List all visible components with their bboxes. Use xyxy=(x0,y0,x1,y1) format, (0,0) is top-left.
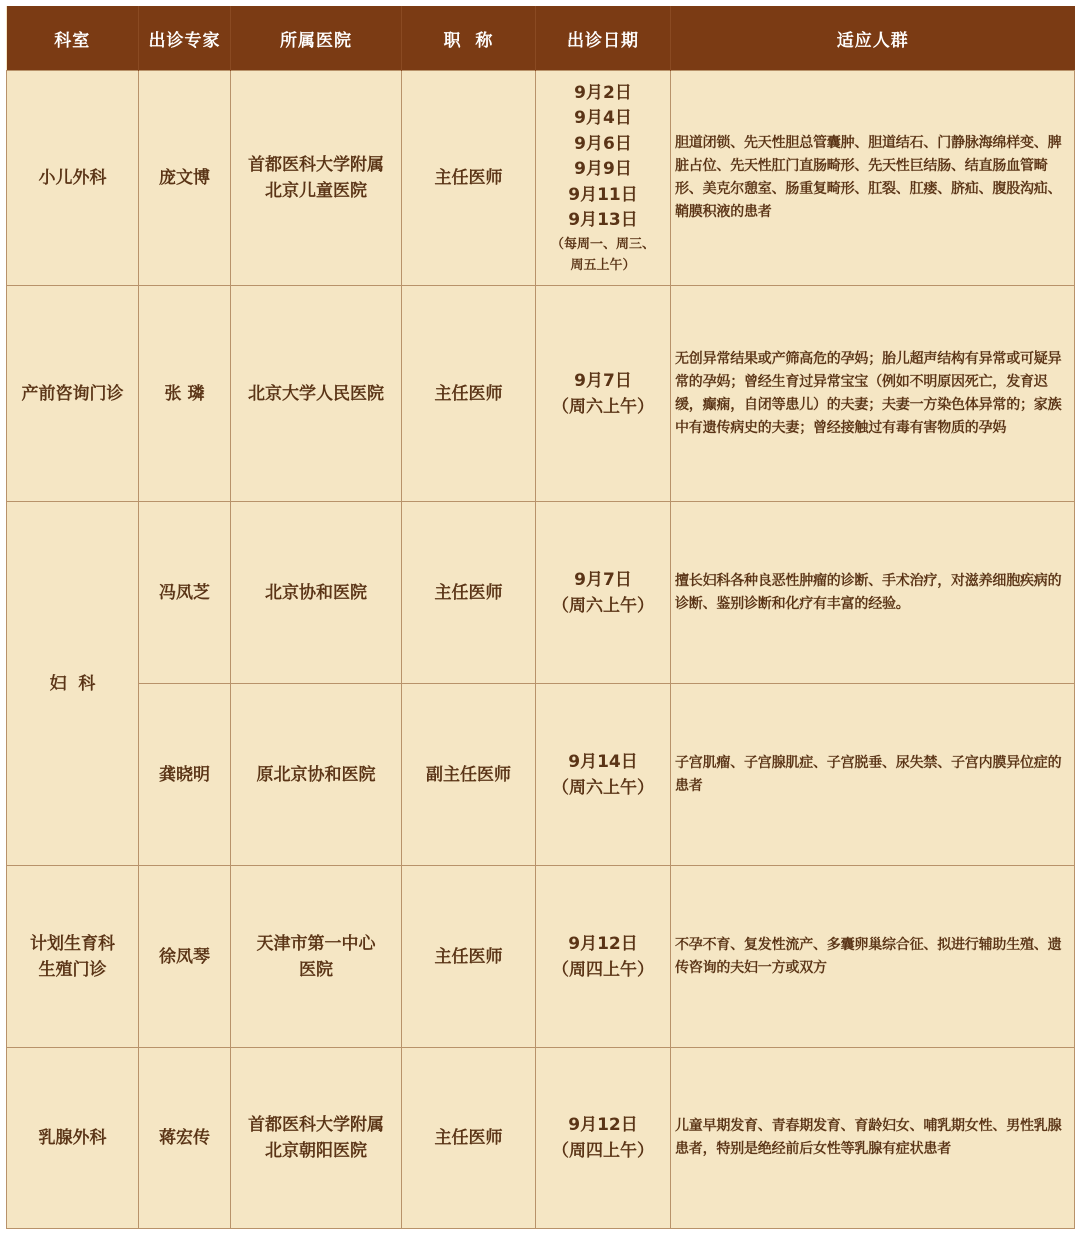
date-weekday: （周四上午） xyxy=(552,1141,654,1161)
hospital-cell xyxy=(231,502,402,684)
date-item: 9月6日 xyxy=(574,133,632,154)
table-row xyxy=(7,684,1075,866)
title-cell: 主任医师 xyxy=(402,866,536,1048)
hospital-line: 首都医科大学附属 xyxy=(248,1115,384,1135)
date-item: 9月12日 xyxy=(568,1115,638,1135)
date-weekday: （周四上午） xyxy=(552,959,654,980)
date-note: 周五上午） xyxy=(570,257,636,273)
population-cell: 胆道闭锁、先天性胆总管囊肿、胆道结石、门静脉海绵样变、脾脏占位、先天性肛门直肠畸形、先天性巨结肠、结直肠血管畸形、美克尔憩室、肠重复畸形、肛裂、肛瘘、脐疝、腹股沟疝、鞘膜积液的患者 xyxy=(671,71,1075,286)
expert-cell: 龚晓明 xyxy=(139,684,231,866)
hospital-line: 北京儿童医院 xyxy=(265,181,367,201)
population-cell: 无创异常结果或产筛高危的孕妈；胎儿超声结构有异常或可疑异常的孕妈；曾经生育过异常宝宝（例如不明原因死亡，发育迟缓，癫痫，自闭等患儿）的夫妻；夫妻一方染色体异常的；家族中有遗传病史的夫妻；曾经接触过有毒有害物质的孕妈 xyxy=(671,286,1075,502)
population-cell: 不孕不育、复发性流产、多囊卵巢综合征、拟进行辅助生殖、遗传咨询的夫妇一方或双方 xyxy=(671,866,1075,1048)
hospital-line: 首都医科大学附属 xyxy=(248,155,384,175)
date-item: 9月14日 xyxy=(568,751,638,772)
hospital-cell xyxy=(231,286,402,502)
date-item: 9月13日 xyxy=(568,210,638,230)
population-cell: 擅长妇科各种良恶性肿瘤的诊断、手术治疗，对滋养细胞疾病的诊断、鉴别诊断和化疗有丰富的经验。 xyxy=(671,502,1075,684)
header-expert: 出诊专家 xyxy=(139,6,231,71)
date-item: 9月9日 xyxy=(574,159,632,179)
title-cell: 主任医师 xyxy=(402,71,536,286)
header-row xyxy=(7,6,1075,71)
title-cell: 主任医师 xyxy=(402,502,536,684)
table-row xyxy=(7,286,1075,502)
hospital-cell xyxy=(231,1048,402,1229)
expert-cell: 张 璘 xyxy=(139,286,231,502)
date-item: 9月11日 xyxy=(568,184,638,205)
header-date: 出诊日期 xyxy=(536,6,671,71)
dept-cell xyxy=(7,866,139,1048)
title-cell: 主任医师 xyxy=(402,286,536,502)
header-hospital: 所属医院 xyxy=(231,6,402,71)
dept-cell: 产前咨询门诊 xyxy=(7,286,139,502)
dept-line: 生殖门诊 xyxy=(38,959,107,980)
date-item: 9月12日 xyxy=(568,933,638,954)
dept-line: 计划生育科 xyxy=(30,933,115,954)
hospital-line: 北京朝阳医院 xyxy=(265,1141,367,1161)
population-cell: 子宫肌瘤、子宫腺肌症、子宫脱垂、尿失禁、子宫内膜异位症的患者 xyxy=(671,684,1075,866)
dept-cell: 乳腺外科 xyxy=(7,1048,139,1229)
date-cell xyxy=(536,684,671,866)
expert-cell: 庞文博 xyxy=(139,71,231,286)
header-dept: 科室 xyxy=(7,6,139,71)
date-weekday: （周六上午） xyxy=(552,595,654,616)
hospital-line: 原北京协和医院 xyxy=(256,764,376,785)
dept-cell: 妇 科 xyxy=(7,502,139,866)
table-row xyxy=(7,71,1075,286)
schedule-table xyxy=(6,6,1075,1229)
population-cell: 儿童早期发育、青春期发育、育龄妇女、哺乳期女性、男性乳腺患者，特别是绝经前后女性等乳腺有症状患者 xyxy=(671,1048,1075,1229)
title-cell: 副主任医师 xyxy=(402,684,536,866)
table-row xyxy=(7,502,1075,684)
date-cell xyxy=(536,71,671,286)
hospital-line: 天津市第一中心 xyxy=(256,933,376,954)
date-item: 9月7日 xyxy=(574,370,632,391)
date-note: （每周一、周三、 xyxy=(550,236,655,252)
date-cell xyxy=(536,866,671,1048)
date-item: 9月4日 xyxy=(574,108,632,128)
expert-cell: 徐凤琴 xyxy=(139,866,231,1048)
header-title: 职 称 xyxy=(402,6,536,71)
date-cell xyxy=(536,1048,671,1229)
header-population: 适应人群 xyxy=(671,6,1075,71)
expert-cell: 蒋宏传 xyxy=(139,1048,231,1229)
date-cell xyxy=(536,502,671,684)
hospital-line: 北京大学人民医院 xyxy=(248,383,384,404)
hospital-cell xyxy=(231,866,402,1048)
table-row xyxy=(7,1048,1075,1229)
date-item: 9月7日 xyxy=(574,569,632,590)
date-weekday: （周六上午） xyxy=(552,396,654,417)
expert-cell: 冯凤芝 xyxy=(139,502,231,684)
hospital-line: 医院 xyxy=(299,959,333,980)
dept-cell: 小儿外科 xyxy=(7,71,139,286)
date-weekday: （周六上午） xyxy=(552,777,654,798)
hospital-cell xyxy=(231,71,402,286)
date-item: 9月2日 xyxy=(574,82,632,103)
hospital-cell xyxy=(231,684,402,866)
title-cell: 主任医师 xyxy=(402,1048,536,1229)
hospital-line: 北京协和医院 xyxy=(265,582,367,603)
date-cell xyxy=(536,286,671,502)
table-row xyxy=(7,866,1075,1048)
